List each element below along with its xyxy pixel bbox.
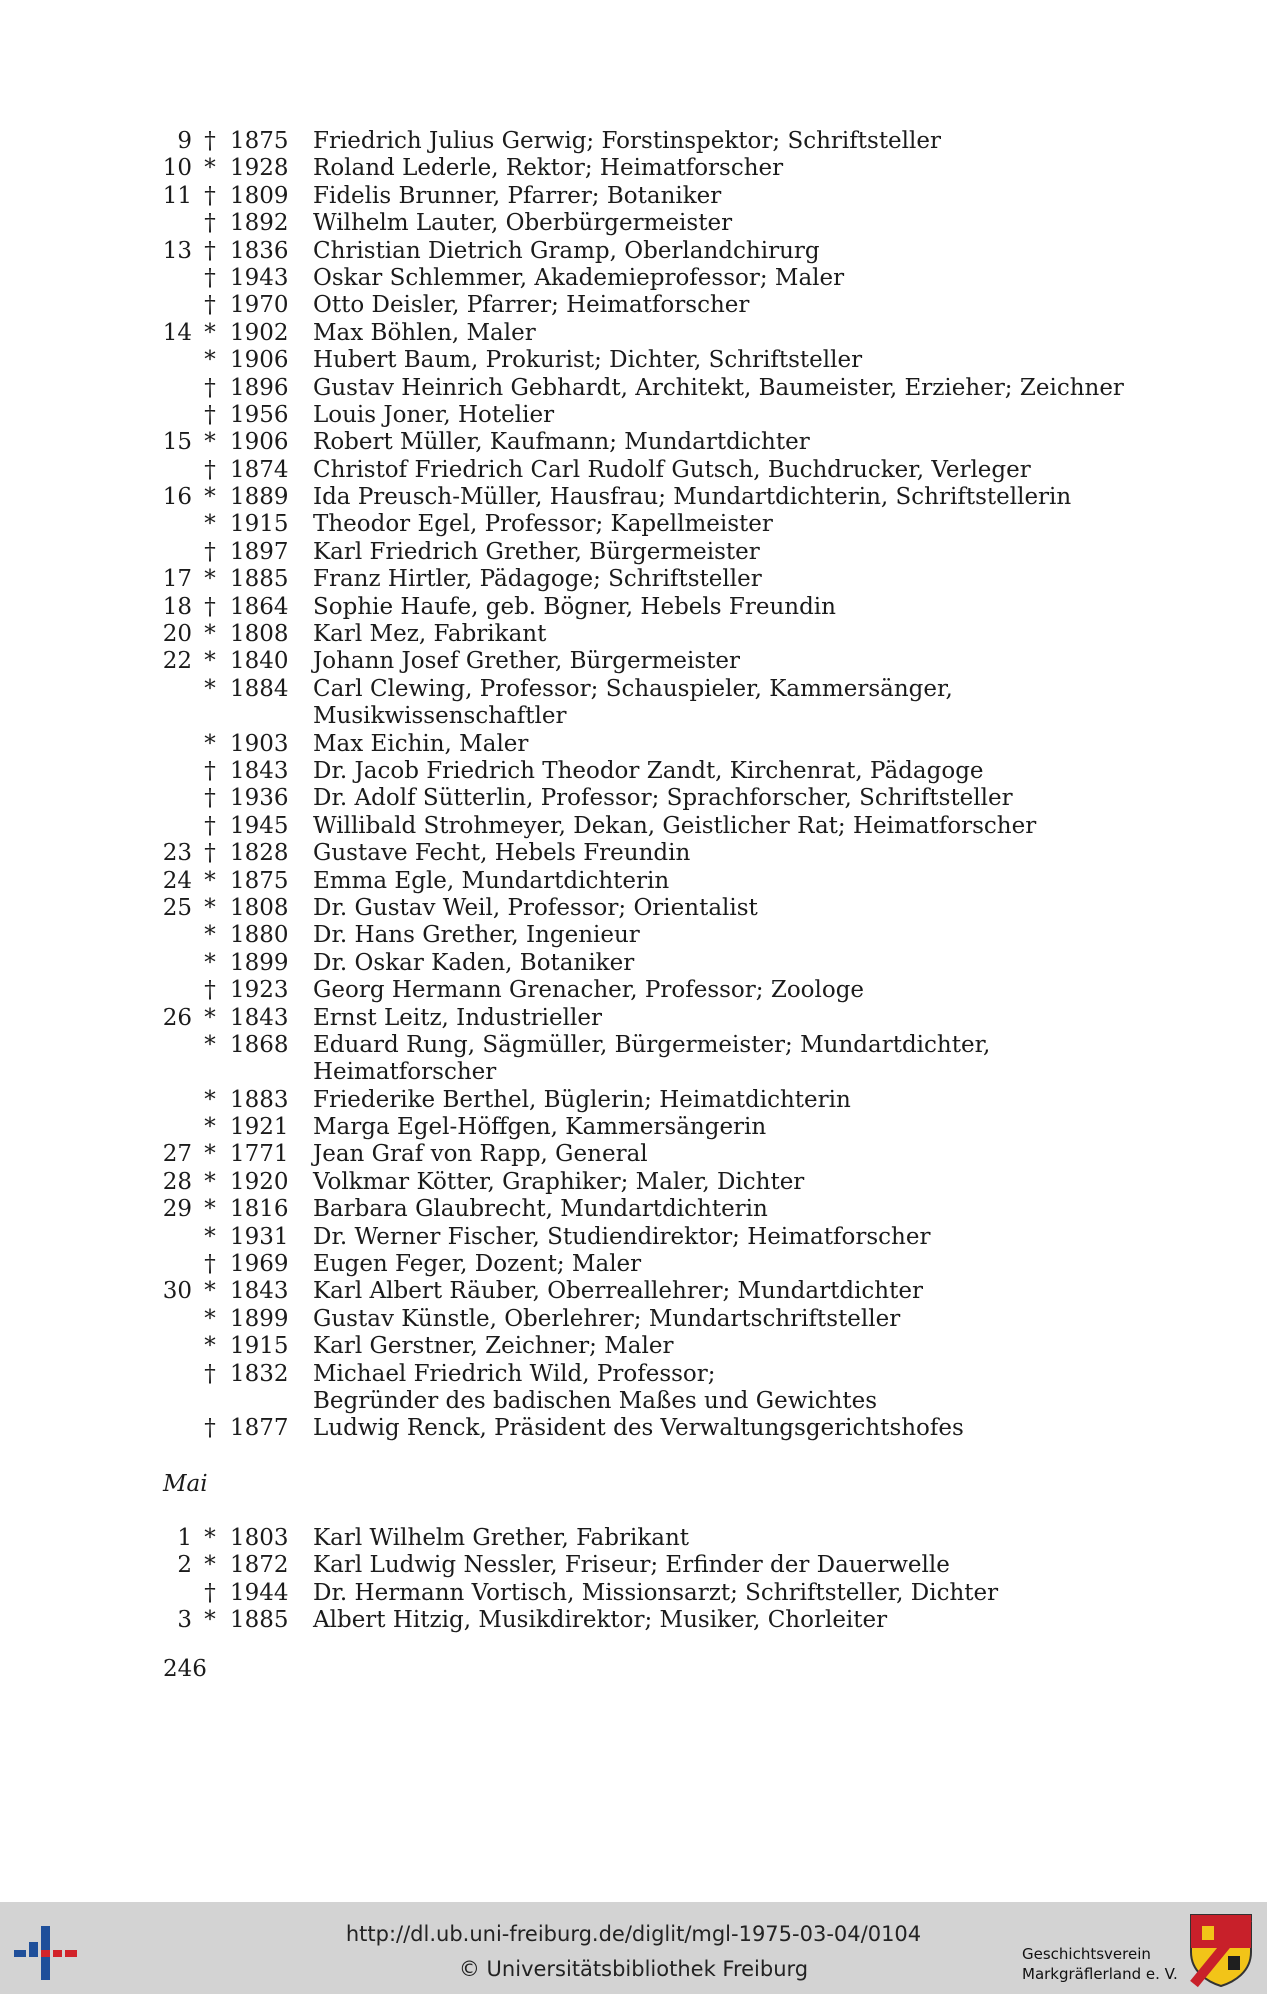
entry-year: 1872	[230, 1552, 289, 1579]
entry-year: 1915	[230, 511, 289, 538]
source-url-link[interactable]: http://dl.ub.uni-freiburg.de/diglit/mgl-1975-03-04/0104	[345, 1922, 922, 1946]
entry-mark: *	[204, 1031, 216, 1058]
entry-mark: *	[204, 867, 216, 894]
entry-year: 1843	[230, 757, 289, 784]
entry-mark: *	[204, 1278, 216, 1305]
entry-text: Karl Wilhelm Grether, Fabrikant	[313, 1524, 690, 1551]
entry-mark: *	[204, 484, 216, 511]
entry-year: 1923	[230, 977, 289, 1004]
entry-mark: *	[204, 1333, 216, 1360]
entry-mark: *	[204, 1168, 216, 1195]
entry-year: 1864	[230, 593, 289, 620]
entry-day: 20	[162, 621, 192, 648]
entry-text: Roland Lederle, Rektor; Heimatforscher	[313, 155, 784, 182]
entry-mark: *	[204, 566, 216, 593]
entry-text: Volkmar Kötter, Graphiker; Maler, Dichter	[313, 1168, 805, 1195]
entry-text: Dr. Gustav Weil, Professor; Orientalist	[313, 894, 758, 921]
entry-day: 3	[177, 1606, 192, 1633]
entry-year: 1970	[230, 292, 289, 319]
copyright-text: © Universitätsbibliothek Freiburg	[458, 1957, 809, 1981]
entry-mark: *	[204, 894, 216, 921]
entry-day: 9	[177, 128, 192, 154]
entry-text: Sophie Haufe, geb. Bögner, Hebels Freundin	[313, 593, 836, 620]
entry-day: 27	[162, 1141, 192, 1168]
entry-text: Georg Hermann Grenacher, Professor; Zoologe	[313, 977, 865, 1004]
entry-mark: *	[204, 675, 216, 702]
entry-mark: †	[204, 456, 216, 483]
entry-day: 23	[162, 840, 192, 867]
entry-day: 15	[162, 429, 192, 456]
entry-mark: *	[204, 730, 216, 757]
entry-text: Musikwissenschaftler	[313, 703, 567, 730]
entry-text: Willibald Strohmeyer, Dekan, Geistlicher Rat; Heimatforscher	[313, 812, 1037, 839]
entry-text: Otto Deisler, Pfarrer; Heimatforscher	[313, 292, 750, 319]
entry-year: 1875	[230, 128, 289, 154]
entry-year: 1956	[230, 401, 289, 428]
entry-day: 28	[162, 1168, 192, 1195]
entry-text: Emma Egle, Mundartdichterin	[313, 867, 670, 894]
entry-year: 1944	[230, 1579, 289, 1606]
entry-text: Karl Albert Räuber, Oberreallehrer; Mundartdichter	[313, 1278, 923, 1305]
entry-year: 1897	[230, 538, 289, 565]
entry-day: 18	[162, 593, 192, 620]
entry-text: Friedrich Julius Gerwig; Forstinspektor; Schriftsteller	[313, 128, 941, 154]
entry-mark: †	[204, 210, 216, 237]
entry-text: Ernst Leitz, Industrieller	[313, 1004, 602, 1031]
entry-text: Gustav Künstle, Oberlehrer; Mundartschriftsteller	[313, 1305, 901, 1332]
entry-year: 1899	[230, 1305, 289, 1332]
entry-mark: †	[204, 1579, 216, 1606]
entry-year: 1809	[230, 182, 289, 209]
entry-day: 17	[162, 566, 192, 593]
entry-mark: *	[204, 1004, 216, 1031]
entry-mark: †	[204, 840, 216, 867]
entry-text: Marga Egel-Höffgen, Kammersängerin	[313, 1114, 767, 1141]
entry-text: Robert Müller, Kaufmann; Mundartdichter	[313, 429, 810, 456]
entry-mark: *	[204, 1114, 216, 1141]
entry-mark: *	[204, 648, 216, 675]
entry-mark: *	[204, 922, 216, 949]
entry-text: Max Eichin, Maler	[313, 730, 529, 757]
entry-year: 1843	[230, 1004, 289, 1031]
entry-year: 1892	[230, 210, 289, 237]
entry-mark: †	[204, 1251, 216, 1278]
entry-text: Jean Graf von Rapp, General	[313, 1141, 648, 1168]
entry-mark: *	[204, 319, 216, 346]
entry-day: 13	[162, 237, 192, 264]
entry-mark: *	[204, 429, 216, 456]
entry-year: 1931	[230, 1223, 289, 1250]
entry-year: 1816	[230, 1196, 289, 1223]
entry-text: Dr. Hans Grether, Ingenieur	[313, 922, 640, 949]
entry-mark: †	[204, 264, 216, 291]
entry-year: 1921	[230, 1114, 289, 1141]
entry-text: Barbara Glaubrecht, Mundartdichterin	[313, 1196, 768, 1223]
entry-mark: *	[204, 1086, 216, 1113]
entry-mark: †	[204, 182, 216, 209]
month-heading-label: Mai	[163, 1470, 208, 1497]
entry-day: 11	[162, 182, 192, 209]
entry-text: Dr. Hermann Vortisch, Missionsarzt; Schriftsteller, Dichter	[313, 1579, 999, 1606]
entry-mark: †	[204, 237, 216, 264]
entry-year: 1889	[230, 484, 289, 511]
entry-year: 1902	[230, 319, 289, 346]
entry-text: Eugen Feger, Dozent; Maler	[313, 1251, 642, 1278]
entry-text: Heimatforscher	[313, 1059, 497, 1086]
entry-text: Karl Gerstner, Zeichner; Maler	[313, 1333, 674, 1360]
entry-year: 1836	[230, 237, 289, 264]
entry-year: 1903	[230, 730, 289, 757]
entry-year: 1877	[230, 1415, 289, 1442]
entry-year: 1885	[230, 1606, 289, 1633]
entry-mark: *	[204, 1552, 216, 1579]
entry-text: Gustave Fecht, Hebels Freundin	[313, 840, 691, 867]
entry-year: 1771	[230, 1141, 289, 1168]
entry-text: Johann Josef Grether, Bürgermeister	[313, 648, 741, 675]
entry-year: 1943	[230, 264, 289, 291]
entry-mark: *	[204, 1223, 216, 1250]
entry-year: 1920	[230, 1168, 289, 1195]
association-name	[1022, 1944, 1178, 1984]
entry-mark: *	[204, 347, 216, 374]
entry-mark: †	[204, 1360, 216, 1387]
entry-mark: †	[204, 401, 216, 428]
entry-year: 1880	[230, 922, 289, 949]
entry-year: 1899	[230, 949, 289, 976]
entry-year: 1868	[230, 1031, 289, 1058]
entry-day: 30	[162, 1278, 192, 1305]
entry-year: 1840	[230, 648, 289, 675]
entry-text: Michael Friedrich Wild, Professor;	[313, 1360, 716, 1387]
entry-mark: *	[204, 949, 216, 976]
entry-text: Gustav Heinrich Gebhardt, Architekt, Baumeister, Erzieher; Zeichner	[313, 374, 1124, 401]
entry-text: Dr. Werner Fischer, Studiendirektor; Heimatforscher	[313, 1223, 931, 1250]
entry-mark: †	[204, 977, 216, 1004]
entry-mark: †	[204, 128, 216, 154]
entry-text: Karl Friedrich Grether, Bürgermeister	[313, 538, 760, 565]
entry-year: 1808	[230, 621, 289, 648]
entry-year: 1906	[230, 429, 289, 456]
entry-text: Christian Dietrich Gramp, Oberlandchirurg	[313, 237, 820, 264]
entry-mark: *	[204, 155, 216, 182]
entry-text: Begründer des badischen Maßes und Gewichtes	[313, 1387, 878, 1414]
entry-mark: †	[204, 812, 216, 839]
entry-mark: *	[204, 1196, 216, 1223]
entry-year: 1896	[230, 374, 289, 401]
entry-mark: †	[204, 1415, 216, 1442]
entry-text: Eduard Rung, Sägmüller, Bürgermeister; Mundartdichter,	[313, 1031, 991, 1058]
entry-text: Franz Hirtler, Pädagoge; Schriftsteller	[313, 566, 762, 593]
entry-year: 1906	[230, 347, 289, 374]
entry-text: Carl Clewing, Professor; Schauspieler, Kammersänger,	[313, 675, 953, 702]
page-number: 246	[163, 1656, 207, 1682]
entry-mark: *	[204, 511, 216, 538]
entry-day: 29	[162, 1196, 192, 1223]
entry-text: Friederike Berthel, Büglerin; Heimatdichterin	[313, 1086, 851, 1113]
entry-day: 24	[162, 867, 192, 894]
entry-mark: †	[204, 374, 216, 401]
entry-text: Karl Mez, Fabrikant	[313, 621, 547, 648]
entry-year: 1945	[230, 812, 289, 839]
association-line-1: Geschichtsverein	[1022, 1945, 1151, 1963]
entry-year: 1915	[230, 1333, 289, 1360]
entry-year: 1969	[230, 1251, 289, 1278]
entry-mark: †	[204, 757, 216, 784]
entry-day: 22	[162, 648, 192, 675]
entry-day: 1	[177, 1524, 192, 1551]
entry-mark: †	[204, 593, 216, 620]
entry-year: 1843	[230, 1278, 289, 1305]
entry-year: 1928	[230, 155, 289, 182]
entry-mark: *	[204, 1305, 216, 1332]
entry-mark: *	[204, 1524, 216, 1551]
entry-mark: †	[204, 785, 216, 812]
entry-year: 1875	[230, 867, 289, 894]
entry-mark: †	[204, 292, 216, 319]
entry-text: Karl Ludwig Nessler, Friseur; Erfinder der Dauerwelle	[313, 1552, 950, 1579]
entry-year: 1828	[230, 840, 289, 867]
entry-year: 1832	[230, 1360, 289, 1387]
entry-text: Theodor Egel, Professor; Kapellmeister	[313, 511, 773, 538]
coat-of-arms-icon	[1188, 1912, 1254, 1988]
entry-day: 10	[162, 155, 192, 182]
entry-text: Dr. Oskar Kaden, Botaniker	[313, 949, 635, 976]
entry-mark: *	[204, 1141, 216, 1168]
entry-text: Ludwig Renck, Präsident des Verwaltungsgerichtshofes	[313, 1415, 964, 1442]
entry-text: Dr. Jacob Friedrich Theodor Zandt, Kirchenrat, Pädagoge	[313, 757, 984, 784]
association-line-2: Markgräflerland e. V.	[1022, 1965, 1178, 1983]
entry-year: 1936	[230, 785, 289, 812]
entry-text: Christof Friedrich Carl Rudolf Gutsch, Buchdrucker, Verleger	[313, 456, 1031, 483]
entry-day: 25	[162, 894, 192, 921]
entry-year: 1883	[230, 1086, 289, 1113]
entry-year: 1803	[230, 1524, 289, 1551]
entry-text: Fidelis Brunner, Pfarrer; Botaniker	[313, 182, 722, 209]
entry-text: Ida Preusch-Müller, Hausfrau; Mundartdichterin, Schriftstellerin	[313, 484, 1072, 511]
entry-text: Hubert Baum, Prokurist; Dichter, Schriftsteller	[313, 347, 863, 374]
entry-year: 1808	[230, 894, 289, 921]
entry-year: 1874	[230, 456, 289, 483]
entry-text: Albert Hitzig, Musikdirektor; Musiker, Chorleiter	[313, 1606, 888, 1633]
entry-mark: †	[204, 538, 216, 565]
entry-text: Wilhelm Lauter, Oberbürgermeister	[313, 210, 733, 237]
footer-bar	[0, 1902, 1267, 1994]
entry-day: 16	[162, 484, 192, 511]
entry-mark: *	[204, 1606, 216, 1633]
entry-text: Dr. Adolf Sütterlin, Professor; Sprachforscher, Schriftsteller	[313, 785, 1013, 812]
entry-text: Louis Joner, Hotelier	[313, 401, 555, 428]
entry-day: 2	[177, 1552, 192, 1579]
entry-year: 1884	[230, 675, 289, 702]
entry-year: 1885	[230, 566, 289, 593]
entry-day: 26	[162, 1004, 192, 1031]
entry-text: Oskar Schlemmer, Akademieprofessor; Maler	[313, 264, 845, 291]
entry-day: 14	[162, 319, 192, 346]
entry-text: Max Böhlen, Maler	[313, 319, 536, 346]
entry-mark: *	[204, 621, 216, 648]
